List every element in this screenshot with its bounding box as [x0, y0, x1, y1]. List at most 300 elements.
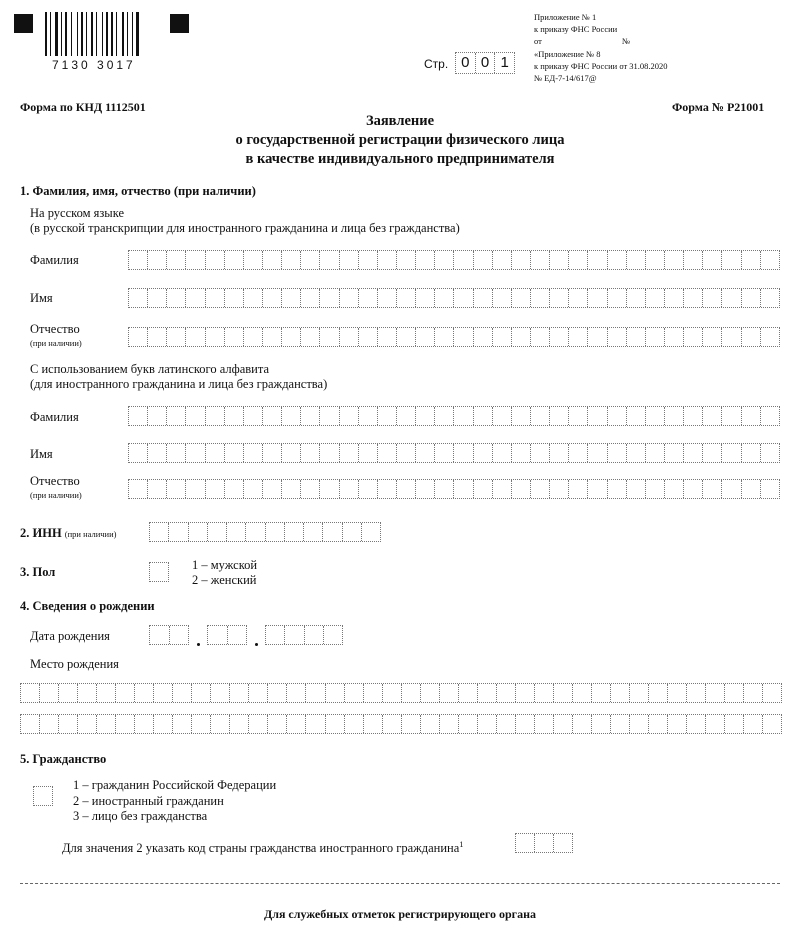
char-cell	[684, 480, 703, 498]
char-cell	[684, 251, 703, 269]
char-cell	[550, 480, 569, 498]
char-cell	[305, 626, 324, 644]
barcode-bar	[55, 12, 58, 56]
char-cell	[78, 715, 97, 733]
char-cell	[306, 715, 325, 733]
char-cell	[402, 715, 421, 733]
barcode-bar	[65, 12, 67, 56]
char-cell	[550, 407, 569, 425]
char-cell	[569, 289, 588, 307]
char-cell	[493, 328, 512, 346]
char-cell	[359, 251, 378, 269]
char-cell	[761, 251, 779, 269]
char-cell	[416, 289, 435, 307]
char-cell	[285, 626, 304, 644]
char-cell	[493, 444, 512, 462]
char-cell	[627, 480, 646, 498]
char-cell	[154, 715, 173, 733]
char-cell	[167, 328, 186, 346]
char-cell	[186, 407, 205, 425]
section-4-heading: 4. Сведения о рождении	[20, 599, 155, 613]
char-cell	[512, 444, 531, 462]
char-cell	[148, 407, 167, 425]
char-cell	[78, 684, 97, 702]
char-cell	[148, 480, 167, 498]
char-cell	[742, 444, 761, 462]
char-cell	[306, 684, 325, 702]
char-cell	[742, 328, 761, 346]
char-cell	[359, 407, 378, 425]
char-cell	[569, 251, 588, 269]
date-separator	[197, 643, 200, 646]
char-cell	[722, 328, 741, 346]
char-cell	[345, 715, 364, 733]
char-cell	[301, 444, 320, 462]
char-cell	[665, 289, 684, 307]
char-cell	[608, 407, 627, 425]
char-cell	[186, 251, 205, 269]
char-cell	[573, 715, 592, 733]
barcode-bar	[102, 12, 103, 56]
char-cell	[282, 407, 301, 425]
barcode	[45, 12, 161, 56]
date-separator	[255, 643, 258, 646]
char-cell	[703, 407, 722, 425]
char-cell	[167, 251, 186, 269]
char-cell	[627, 251, 646, 269]
page-label: Стр.	[424, 57, 449, 71]
char-cell	[687, 715, 706, 733]
name-lat-label: Имя	[30, 447, 53, 461]
char-cell	[474, 251, 493, 269]
char-cell	[646, 444, 665, 462]
char-cell	[588, 444, 607, 462]
form-number: Форма № Р21001	[672, 100, 765, 114]
char-cell	[454, 480, 473, 498]
char-cell	[646, 407, 665, 425]
char-cell	[206, 407, 225, 425]
page-number-field[interactable]	[455, 52, 515, 74]
char-cell	[148, 444, 167, 462]
barcode-bar	[127, 12, 128, 56]
char-cell	[192, 684, 211, 702]
latin-subheading: (для иностранного гражданина и лица без гражданства)	[30, 377, 328, 391]
char-cell	[397, 328, 416, 346]
char-cell	[531, 407, 550, 425]
char-cell	[627, 407, 646, 425]
char-cell	[646, 480, 665, 498]
char-cell	[359, 289, 378, 307]
birth-place-field-line[interactable]	[20, 683, 782, 703]
country-code-field[interactable]	[515, 833, 573, 853]
char-cell	[266, 523, 285, 541]
char-cell	[320, 251, 339, 269]
char-cell	[611, 684, 630, 702]
char-cell	[665, 251, 684, 269]
char-cell	[435, 289, 454, 307]
char-cell	[573, 684, 592, 702]
char-cell	[421, 684, 440, 702]
char-cell	[722, 480, 741, 498]
barcode-bar	[61, 12, 62, 56]
char-cell	[21, 684, 40, 702]
char-cell	[211, 684, 230, 702]
patronymic-label: Отчество	[30, 322, 80, 336]
char-cell	[454, 289, 473, 307]
char-cell	[761, 480, 779, 498]
birth-place-label: Место рождения	[30, 657, 119, 671]
char-cell	[493, 289, 512, 307]
char-cell	[725, 684, 744, 702]
char-cell	[497, 684, 516, 702]
char-cell	[282, 251, 301, 269]
char-cell	[167, 289, 186, 307]
char-cell	[608, 289, 627, 307]
char-cell	[135, 684, 154, 702]
char-cell	[531, 328, 550, 346]
char-cell	[244, 407, 263, 425]
patronymic-ru-field[interactable]	[128, 327, 780, 347]
char-cell	[416, 328, 435, 346]
char-cell	[324, 626, 342, 644]
char-cell	[742, 251, 761, 269]
char-cell	[150, 523, 169, 541]
char-cell	[263, 444, 282, 462]
char-cell	[129, 407, 148, 425]
char-cell	[684, 289, 703, 307]
char-cell	[282, 328, 301, 346]
surname-lat-field[interactable]	[128, 406, 780, 426]
patronymic-lat-note: (при наличии)	[30, 490, 82, 500]
char-cell	[516, 715, 535, 733]
char-cell	[206, 251, 225, 269]
char-cell	[440, 715, 459, 733]
inn-note: (при наличии)	[64, 529, 117, 539]
char-cell	[320, 407, 339, 425]
char-cell	[364, 715, 383, 733]
char-cell	[116, 715, 135, 733]
char-cell	[206, 444, 225, 462]
char-cell	[703, 328, 722, 346]
char-cell	[627, 289, 646, 307]
char-cell	[206, 328, 225, 346]
char-cell	[535, 684, 554, 702]
barcode-bar	[91, 12, 93, 56]
char-cell	[649, 715, 668, 733]
char-cell	[340, 407, 359, 425]
char-cell	[454, 251, 473, 269]
char-cell	[282, 480, 301, 498]
char-cell	[285, 523, 304, 541]
char-cell	[569, 480, 588, 498]
char-cell	[246, 523, 265, 541]
char-cell	[301, 480, 320, 498]
char-cell	[435, 444, 454, 462]
char-cell	[263, 251, 282, 269]
char-cell	[416, 444, 435, 462]
char-cell	[742, 289, 761, 307]
char-cell	[340, 289, 359, 307]
char-cell	[230, 684, 249, 702]
char-cell	[608, 251, 627, 269]
char-cell	[474, 407, 493, 425]
form-title-line: о государственной регистрации физического лица	[235, 132, 565, 148]
char-cell	[474, 289, 493, 307]
char-cell	[244, 289, 263, 307]
char-cell	[326, 715, 345, 733]
char-cell	[592, 715, 611, 733]
barcode-bar	[116, 12, 117, 56]
char-cell	[150, 563, 168, 581]
appendix-line: № ЕД-7-14/617@	[534, 73, 597, 83]
char-cell	[266, 626, 285, 644]
appendix-line: от	[534, 36, 542, 46]
char-cell	[703, 480, 722, 498]
char-cell	[173, 715, 192, 733]
char-cell	[592, 684, 611, 702]
char-cell	[170, 626, 189, 644]
char-cell	[378, 407, 397, 425]
char-cell	[763, 715, 781, 733]
char-cell	[268, 684, 287, 702]
char-cell	[722, 251, 741, 269]
char-cell	[362, 523, 380, 541]
char-cell	[287, 715, 306, 733]
char-cell	[493, 407, 512, 425]
char-cell	[340, 480, 359, 498]
char-cell	[742, 407, 761, 425]
char-cell	[225, 407, 244, 425]
char-cell	[397, 407, 416, 425]
char-cell	[646, 251, 665, 269]
barcode-bar	[106, 12, 108, 56]
gender-field[interactable]	[149, 562, 169, 582]
char-cell	[326, 684, 345, 702]
char-cell	[320, 480, 339, 498]
form-title-line: Заявление	[365, 113, 435, 129]
char-cell	[186, 444, 205, 462]
footnote-mark: 1	[459, 839, 464, 849]
char-cell	[148, 289, 167, 307]
char-cell	[282, 289, 301, 307]
char-cell	[493, 480, 512, 498]
char-cell	[459, 715, 478, 733]
char-cell	[703, 289, 722, 307]
char-cell	[630, 715, 649, 733]
char-cell	[263, 328, 282, 346]
char-cell	[687, 684, 706, 702]
char-cell	[167, 444, 186, 462]
char-cell	[516, 834, 535, 852]
char-cell	[512, 251, 531, 269]
char-cell	[627, 328, 646, 346]
inn-field[interactable]	[149, 522, 381, 542]
char-cell	[320, 289, 339, 307]
char-cell	[287, 684, 306, 702]
barcode-bar	[50, 12, 51, 56]
char-cell	[40, 715, 59, 733]
char-cell	[304, 523, 323, 541]
char-cell	[550, 251, 569, 269]
char-cell	[206, 480, 225, 498]
char-cell	[435, 251, 454, 269]
char-cell	[554, 715, 573, 733]
section-5-heading: 5. Гражданство	[20, 752, 107, 766]
russian-heading: На русском языке	[30, 206, 125, 220]
char-cell	[167, 480, 186, 498]
char-cell	[397, 444, 416, 462]
barcode-bar	[45, 12, 47, 56]
birth-year-field[interactable]	[265, 625, 343, 645]
form-knd: Форма по КНД 1112501	[20, 100, 146, 114]
appendix-line: «Приложение № 8	[534, 49, 601, 59]
char-cell	[684, 407, 703, 425]
char-cell	[725, 715, 744, 733]
char-cell	[646, 328, 665, 346]
birth-place-field-line[interactable]	[20, 714, 782, 734]
country-code-note	[62, 839, 464, 856]
char-cell	[668, 684, 687, 702]
char-cell	[148, 328, 167, 346]
char-cell	[397, 289, 416, 307]
char-cell	[703, 251, 722, 269]
char-cell	[129, 289, 148, 307]
char-cell	[301, 407, 320, 425]
char-cell	[97, 684, 116, 702]
citizenship-option-1: 1 – гражданин Российской Федерации	[73, 778, 277, 792]
char-cell	[378, 444, 397, 462]
patronymic-note: (при наличии)	[30, 338, 82, 348]
char-cell	[282, 444, 301, 462]
char-cell	[512, 328, 531, 346]
char-cell	[244, 480, 263, 498]
char-cell	[225, 251, 244, 269]
surname-label: Фамилия	[30, 253, 79, 267]
form-title-line: в качестве индивидуального предпринимателя	[245, 151, 555, 167]
page-digit-cell: 0	[476, 53, 496, 73]
section-2-title: 2. ИНН	[20, 526, 62, 540]
char-cell	[416, 251, 435, 269]
char-cell	[554, 684, 573, 702]
char-cell	[493, 251, 512, 269]
name-lat-field[interactable]	[128, 443, 780, 463]
char-cell	[459, 684, 478, 702]
char-cell	[244, 251, 263, 269]
char-cell	[744, 684, 763, 702]
char-cell	[169, 523, 188, 541]
char-cell	[244, 444, 263, 462]
char-cell	[189, 523, 208, 541]
char-cell	[474, 480, 493, 498]
char-cell	[211, 715, 230, 733]
char-cell	[706, 715, 725, 733]
char-cell	[761, 407, 779, 425]
char-cell	[320, 328, 339, 346]
char-cell	[129, 328, 148, 346]
char-cell	[263, 407, 282, 425]
char-cell	[320, 444, 339, 462]
char-cell	[630, 684, 649, 702]
patronymic-lat-field[interactable]	[128, 479, 780, 499]
char-cell	[173, 684, 192, 702]
char-cell	[531, 480, 550, 498]
barcode-bar	[122, 12, 124, 56]
appendix-line: к приказу ФНС России от 31.08.2020	[534, 61, 668, 71]
char-cell	[440, 684, 459, 702]
char-cell	[135, 715, 154, 733]
char-cell	[611, 715, 630, 733]
surname-ru-field[interactable]	[128, 250, 780, 270]
appendix-line: к приказу ФНС России	[534, 24, 618, 34]
char-cell	[59, 684, 78, 702]
char-cell	[684, 328, 703, 346]
barcode-bar	[77, 12, 78, 56]
char-cell	[684, 444, 703, 462]
barcode-bar	[81, 12, 83, 56]
citizenship-field[interactable]	[33, 786, 53, 806]
char-cell	[646, 289, 665, 307]
barcode-bar	[132, 12, 133, 56]
char-cell	[402, 684, 421, 702]
char-cell	[512, 289, 531, 307]
citizenship-option-2: 2 – иностранный гражданин	[73, 794, 224, 808]
name-ru-field[interactable]	[128, 288, 780, 308]
char-cell	[301, 328, 320, 346]
char-cell	[186, 289, 205, 307]
char-cell	[421, 715, 440, 733]
char-cell	[665, 407, 684, 425]
birth-month-field[interactable]	[207, 625, 247, 645]
char-cell	[478, 715, 497, 733]
char-cell	[550, 289, 569, 307]
char-cell	[569, 328, 588, 346]
char-cell	[588, 480, 607, 498]
char-cell	[512, 407, 531, 425]
char-cell	[268, 715, 287, 733]
barcode-number: 7130 3017	[52, 58, 136, 72]
char-cell	[744, 715, 763, 733]
char-cell	[649, 684, 668, 702]
char-cell	[378, 480, 397, 498]
char-cell	[474, 328, 493, 346]
char-cell	[129, 251, 148, 269]
birth-day-field[interactable]	[149, 625, 189, 645]
char-cell	[323, 523, 342, 541]
char-cell	[516, 684, 535, 702]
char-cell	[154, 684, 173, 702]
char-cell	[742, 480, 761, 498]
char-cell	[228, 626, 247, 644]
latin-heading: С использованием букв латинского алфавита	[30, 362, 270, 376]
char-cell	[454, 444, 473, 462]
char-cell	[763, 684, 781, 702]
char-cell	[435, 328, 454, 346]
char-cell	[588, 328, 607, 346]
char-cell	[378, 289, 397, 307]
char-cell	[150, 626, 170, 644]
char-cell	[531, 444, 550, 462]
char-cell	[588, 289, 607, 307]
cut-line	[20, 883, 780, 884]
char-cell	[359, 328, 378, 346]
char-cell	[378, 328, 397, 346]
char-cell	[129, 444, 148, 462]
char-cell	[703, 444, 722, 462]
patronymic-lat-label: Отчество	[30, 474, 80, 488]
char-cell	[21, 715, 40, 733]
char-cell	[208, 523, 227, 541]
char-cell	[378, 251, 397, 269]
